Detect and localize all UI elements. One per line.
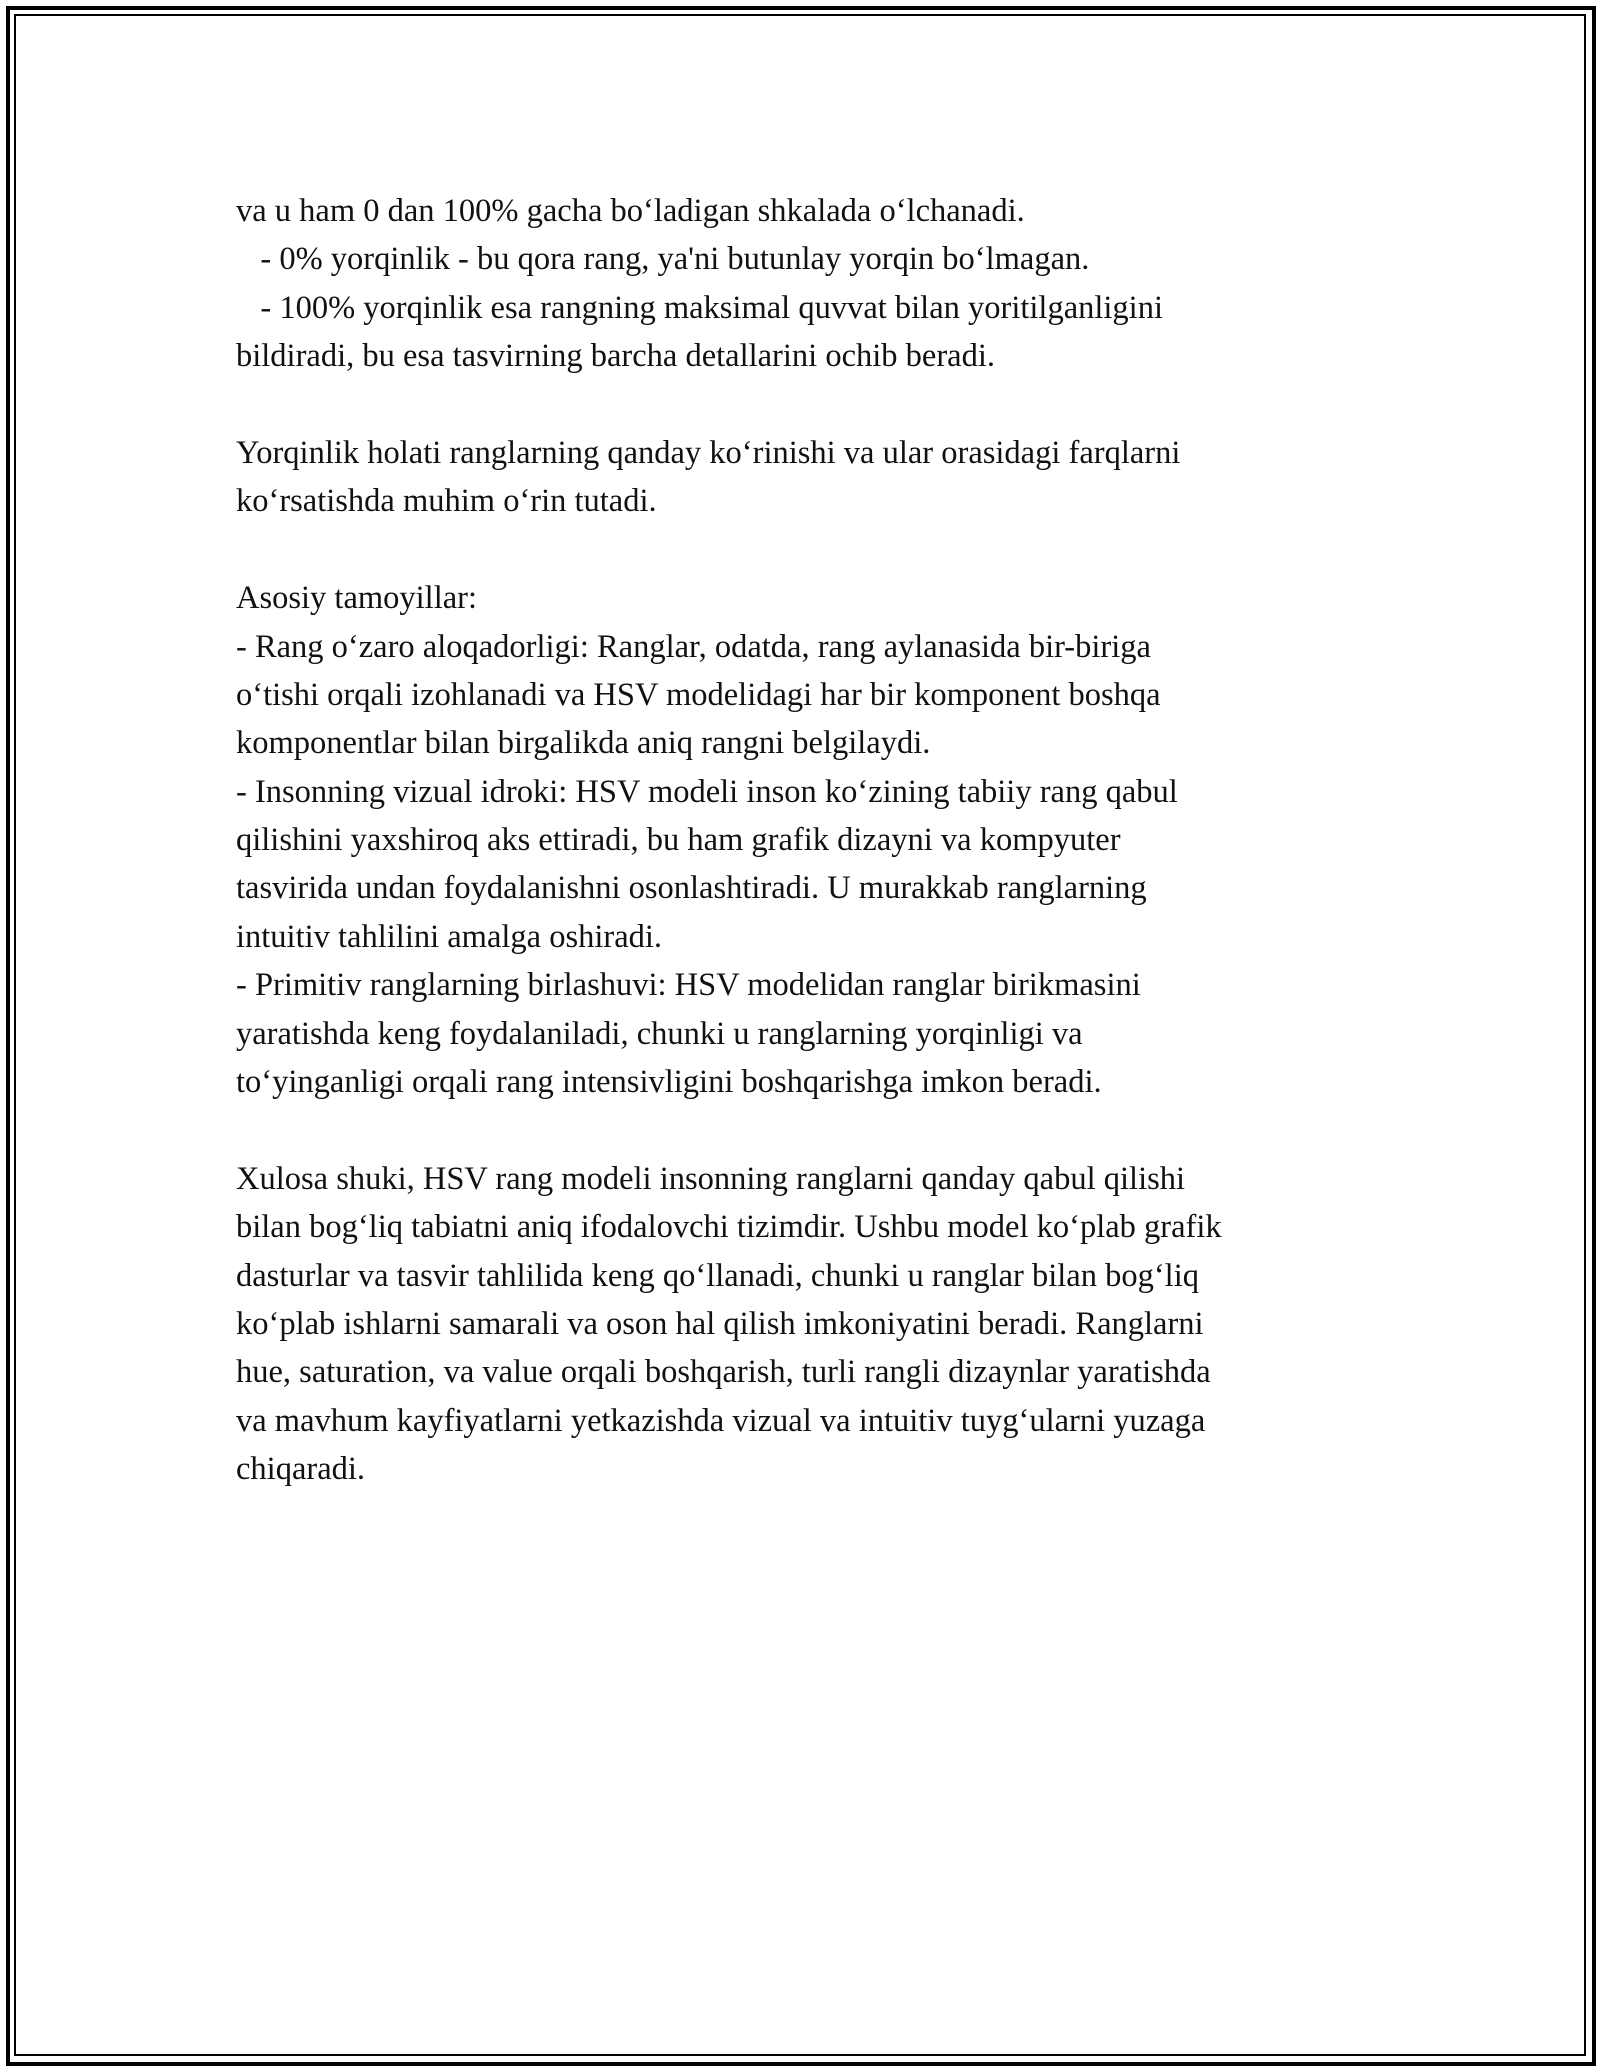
text-line: - 0% yorqinlik - bu qora rang, ya'ni butunlay yorqin boʻlmagan.: [236, 241, 1090, 278]
text-line: bildiradi, bu esa tasvirning barcha detallarini ochib beradi.: [236, 338, 995, 375]
text-line: Xulosa shuki, HSV rang modeli insonning ranglarni qanday qabul qilishi: [236, 1160, 1186, 1197]
text-line: koʻrsatishda muhim oʻrin tutadi.: [236, 483, 657, 520]
text-line: tasvirida undan foydalanishni osonlashtiradi. U murakkab ranglarning: [236, 870, 1147, 907]
text-line: Yorqinlik holati ranglarning qanday koʻrinishi va ular orasidagi farqlarni: [236, 434, 1181, 471]
paragraph-brightness-role: [236, 429, 1416, 526]
text-line: dasturlar va tasvir tahlilida keng qoʻllanadi, chunki u ranglar bilan bogʻliq: [236, 1257, 1199, 1294]
text-line: qilishini yaxshiroq aks ettiradi, bu ham grafik dizayni va kompyuter: [236, 822, 1121, 859]
text-line: oʻtishi orqali izohlanadi va HSV modelidagi har bir komponent boshqa: [236, 676, 1161, 713]
paragraph-spacer: [236, 526, 1416, 574]
text-line: koʻplab ishlarni samarali va oson hal qilish imkoniyatini beradi. Ranglarni: [236, 1305, 1204, 1342]
text-line: - Rang oʻzaro aloqadorligi: Ranglar, odatda, rang aylanasida bir-biriga: [236, 628, 1151, 665]
paragraph-principles: [236, 574, 1416, 1106]
paragraph-brightness-scale: [236, 187, 1416, 381]
text-line: va mavhum kayfiyatlarni yetkazishda vizual va intuitiv tuygʻularni yuzaga: [236, 1402, 1206, 1439]
text-line: - Insonning vizual idroki: HSV modeli inson koʻzining tabiiy rang qabul: [236, 773, 1178, 810]
text-line: intuitiv tahlilini amalga oshiradi.: [236, 918, 663, 955]
text-line: chiqaradi.: [236, 1451, 366, 1488]
text-line: hue, saturation, va value orqali boshqarish, turli rangli dizaynlar yaratishda: [236, 1354, 1211, 1391]
text-line: bilan bogʻliq tabiatni aniq ifodalovchi tizimdir. Ushbu model koʻplab grafik: [236, 1209, 1222, 1246]
text-line: - Primitiv ranglarning birlashuvi: HSV modelidan ranglar birikmasini: [236, 967, 1141, 1004]
text-line: - 100% yorqinlik esa rangning maksimal quvvat bilan yoritilganligini: [236, 289, 1163, 326]
document-body: [236, 187, 1416, 1494]
text-line: toʻyinganligi orqali rang intensivligini boshqarishga imkon beradi.: [236, 1064, 1102, 1101]
text-line: Asosiy tamoyillar:: [236, 580, 478, 617]
paragraph-conclusion: [236, 1155, 1416, 1494]
text-line: va u ham 0 dan 100% gacha boʻladigan shkalada oʻlchanadi.: [236, 193, 1025, 229]
paragraph-spacer: [236, 1106, 1416, 1154]
text-line: komponentlar bilan birgalikda aniq rangni belgilaydi.: [236, 725, 931, 762]
text-line: yaratishda keng foydalaniladi, chunki u ranglarning yorqinligi va: [236, 1015, 1083, 1052]
paragraph-spacer: [236, 381, 1416, 429]
